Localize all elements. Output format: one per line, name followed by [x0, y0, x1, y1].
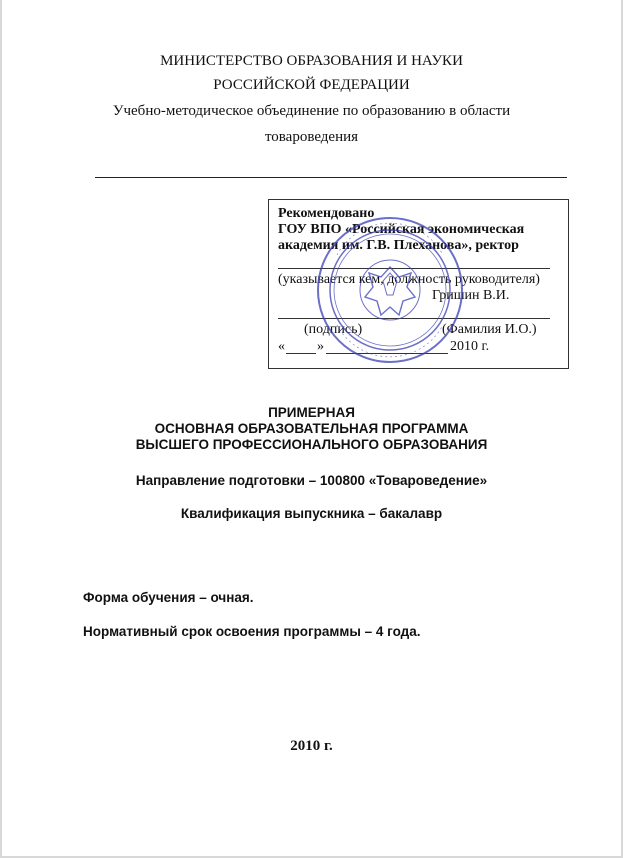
- approval-signature-hint: (подпись): [304, 322, 363, 337]
- program-title-line-2: ОСНОВНАЯ ОБРАЗОВАТЕЛЬНАЯ ПРОГРАММА: [154, 421, 469, 436]
- study-form: Форма обучения – очная.: [83, 590, 254, 605]
- approval-org-line-2: академия им. Г.В. Плеханова», ректор: [278, 238, 519, 253]
- study-term: Нормативный срок освоения программы – 4 года.: [83, 624, 421, 639]
- ministry-line-2: РОССИЙСКОЙ ФЕДЕРАЦИИ: [213, 77, 410, 93]
- document-year: 2010 г.: [290, 738, 333, 754]
- approval-fio-hint: (Фамилия И.О.): [442, 322, 537, 337]
- approval-recommended: Рекомендовано: [278, 206, 375, 221]
- program-title-line-1: ПРИМЕРНАЯ: [268, 405, 355, 420]
- training-direction: Направление подготовки – 100800 «Товароведение»: [135, 473, 488, 488]
- approval-date-close-quote: »: [317, 339, 324, 354]
- umo-line-2: товароведения: [264, 129, 359, 145]
- umo-line-1: Учебно-методическое объединение по образованию в области: [112, 103, 511, 119]
- approval-org-line-1: ГОУ ВПО «Российская экономическая: [278, 222, 525, 237]
- graduate-qualification: Квалификация выпускника – бакалавр: [180, 506, 443, 521]
- approval-name: Гришин В.И.: [432, 288, 510, 303]
- header-divider: [95, 177, 567, 178]
- approval-position-hint: (указывается кем, должность руководителя): [278, 272, 540, 287]
- official-seal-icon: [315, 215, 465, 365]
- date-day-underline: [286, 353, 316, 354]
- approval-date-open-quote: «: [278, 339, 285, 354]
- approval-date-year: 2010 г.: [450, 339, 490, 354]
- program-title-line-3: ВЫСШЕГО ПРОФЕССИОНАЛЬНОГО ОБРАЗОВАНИЯ: [135, 437, 488, 452]
- ministry-line-1: МИНИСТЕРСТВО ОБРАЗОВАНИЯ И НАУКИ: [160, 53, 463, 69]
